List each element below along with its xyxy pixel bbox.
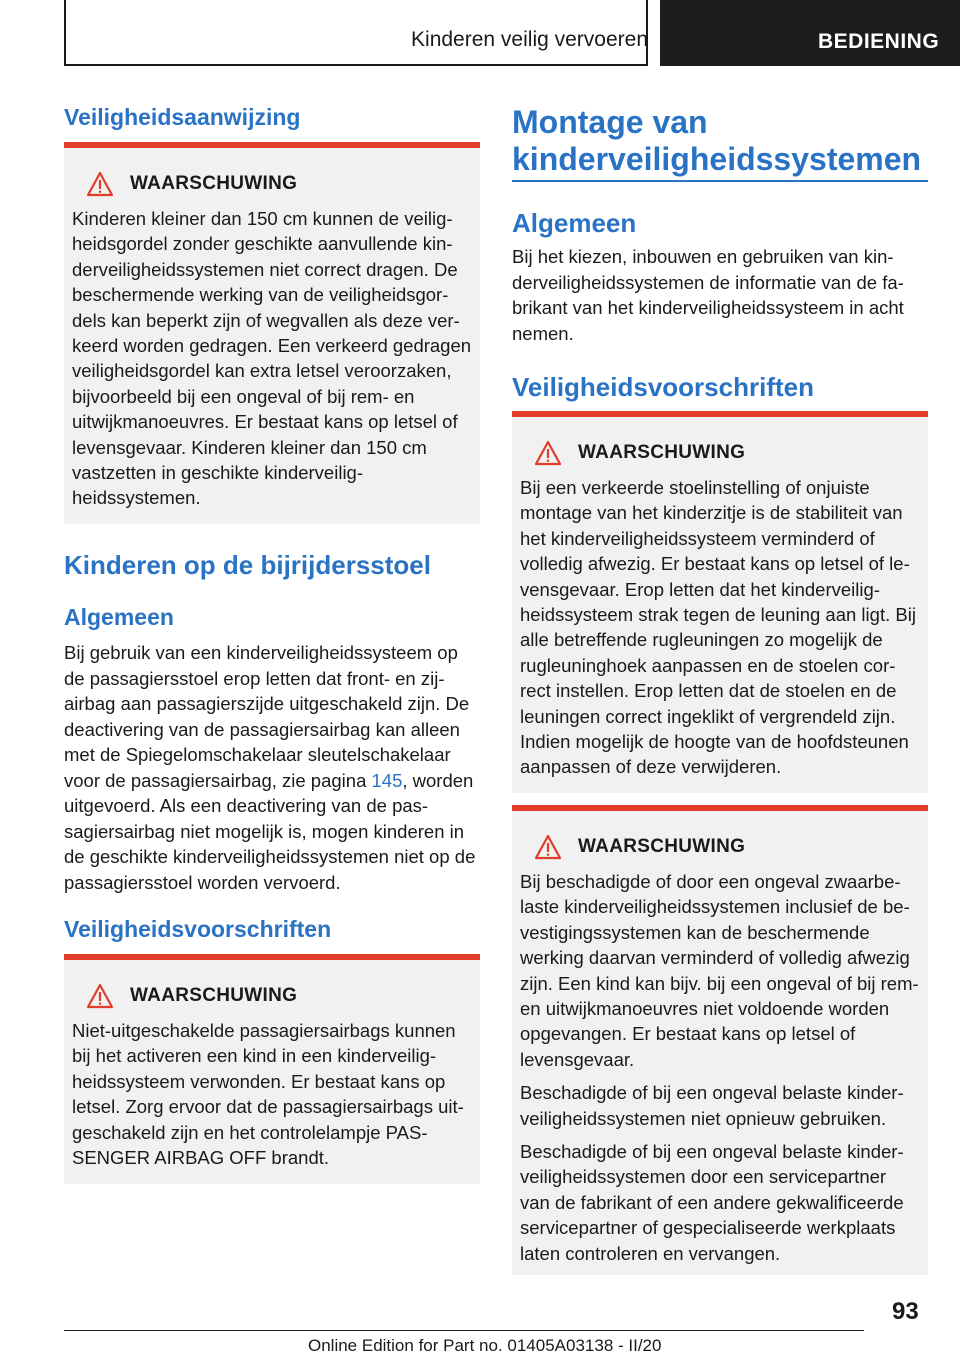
footer-rule bbox=[64, 1330, 864, 1331]
warning-text-3: Beschadigde of bij een ongeval belaste kinderveiligheidssystemen door een servicepartner van de fabrikant of een andere gekwalificeerde servicepartner of gespecialiseerde werkplaats laten controleren en vervangen. bbox=[520, 1141, 904, 1264]
heading-general-right: Algemeen bbox=[512, 208, 637, 238]
header-rule-left bbox=[64, 0, 66, 66]
warning-box-seatbelt bbox=[64, 142, 480, 524]
heading-underline bbox=[512, 180, 928, 182]
warning-box-seat-adjustment bbox=[512, 411, 928, 793]
warning-triangle-icon bbox=[534, 834, 562, 860]
warning-header bbox=[534, 439, 920, 467]
header-rule-bottom bbox=[64, 64, 648, 66]
warning-title: WAARSCHUWING bbox=[130, 173, 298, 194]
header-section-title: Kinderen veilig vervoeren bbox=[411, 28, 648, 51]
warning-text: Kinderen kleiner dan 150 cm kunnen de veiligheidsgordel zonder geschikte aanvullende kinderveiligheidssystemen niet correct dragen. De beschermende werking van de veiligheidsgordels kan beperkt zijn of wegvallen als deze verkeerd worden gedragen. Een verkeerd gedragen veiligheidsgordel kan extra letsel veroorzaken, bijvoorbeeld bij een ongeval of bij rem- en uitwijkmanoeuvres. Er bestaat kans op letsel of levensgevaar. Kinderen kleiner dan 150 cm vastzetten in geschikte kinderveiligheidssystemen. bbox=[72, 208, 472, 509]
footer-edition-text: Online Edition for Part no. 01405A03138 - II/20 bbox=[308, 1336, 662, 1355]
heading-safety-rules-left: Veiligheidsvoorschriften bbox=[64, 916, 332, 942]
warning-header bbox=[534, 833, 920, 861]
warning-text-2: Beschadigde of bij een ongeval belaste kinderveiligheidssystemen niet opnieuw gebruiken. bbox=[520, 1082, 904, 1129]
footer-edition bbox=[308, 1336, 661, 1356]
general-text-right: Bij het kiezen, inbouwen en gebruiken van kinderveiligheidssystemen de informatie van de fabrikant van het kinderveiligheidssysteem in acht nemen. bbox=[512, 246, 904, 344]
chapter-tab-label: BEDIENING bbox=[818, 30, 940, 53]
warning-title: WAARSCHUWING bbox=[130, 985, 298, 1006]
warning-triangle-icon bbox=[534, 440, 562, 466]
page-number: 93 bbox=[892, 1298, 919, 1325]
warning-title: WAARSCHUWING bbox=[578, 836, 746, 857]
warning-header bbox=[86, 982, 472, 1010]
general-text-part1: Bij gebruik van een kinderveiligheidssysteem op de passagiersstoel erop letten dat front- en zijairbag aan passagierszijde uitgeschakeld zijn. De deactivering van de passagiersairbag kan alleen met de Spiegelomschakelaar sleutelschakelaar voor de passagiersairbag, zie pagina bbox=[64, 642, 470, 791]
page-reference-link[interactable]: 145 bbox=[371, 769, 403, 791]
warning-title: WAARSCHUWING bbox=[578, 442, 746, 463]
heading-safety-rules-right: Veiligheidsvoorschriften bbox=[512, 372, 814, 402]
warning-box-damaged-systems bbox=[512, 805, 928, 1275]
warning-text: Bij een verkeerde stoelinstelling of onjuiste montage van het kinderzitje is de stabiliteit van het kinderveiligheidssysteem verminderd of volledig afwezig. Er bestaat kans op letsel of levensgevaar. Erop letten dat het kinderveiligheidssysteem strak tegen de leuning aan ligt. Bij alle betreffende rugleuningen zo mogelijk de rugleuninghoek aanpassen en de stoelen correct instellen. Erop letten dat de stoelen en de leuningen correct ingeklikt of vergrendeld zijn. Indien mogelijk de hoogte van de hoofdsteunen aanpassen of deze verwijderen. bbox=[520, 477, 916, 778]
header-chapter-tab bbox=[660, 0, 960, 66]
heading-mounting: Montage van kinderveiligheidssystemen bbox=[512, 104, 922, 177]
warning-triangle-icon bbox=[86, 171, 114, 197]
heading-general-left: Algemeen bbox=[64, 604, 174, 630]
warning-text: Niet-uitgeschakelde passagiersairbags kunnen bij het activeren een kind in een kinderveiligheidssysteem verwonden. Er bestaat kans op letsel. Zorg ervoor dat de passagiersairbags uitgeschakeld zijn en het controlelampje PASSENGER AIRBAG OFF brandt. bbox=[72, 1020, 464, 1169]
heading-safety-note: Veiligheidsaanwijzing bbox=[64, 104, 301, 130]
warning-triangle-icon bbox=[86, 983, 114, 1009]
general-text-part2: , worden uitgevoerd. Als een deactivering van de passagiersairbag niet mogelijk is, mogen kinderen in de geschikte kinderveiligheidssystemen niet op de passagiersstoel worden vervoerd. bbox=[64, 769, 476, 893]
general-text-left bbox=[64, 640, 480, 895]
warning-box-airbag bbox=[64, 954, 480, 1184]
warning-text-1: Bij beschadigde of door een ongeval zwaarbelaste kinderveiligheidssystemen inclusief de bevestigingssystemen kan de beschermende werking daarvan verminderd of volledig afwezig zijn. Een kind kan bijv. bij een ongeval of bij rem- en uitwijkmanoeuvres niet voldoende worden opgevangen. Er bestaat kans op letsel of levensgevaar. bbox=[520, 871, 919, 1070]
warning-header bbox=[86, 170, 472, 198]
heading-passenger-seat: Kinderen op de bijrijdersstoel bbox=[64, 550, 431, 580]
